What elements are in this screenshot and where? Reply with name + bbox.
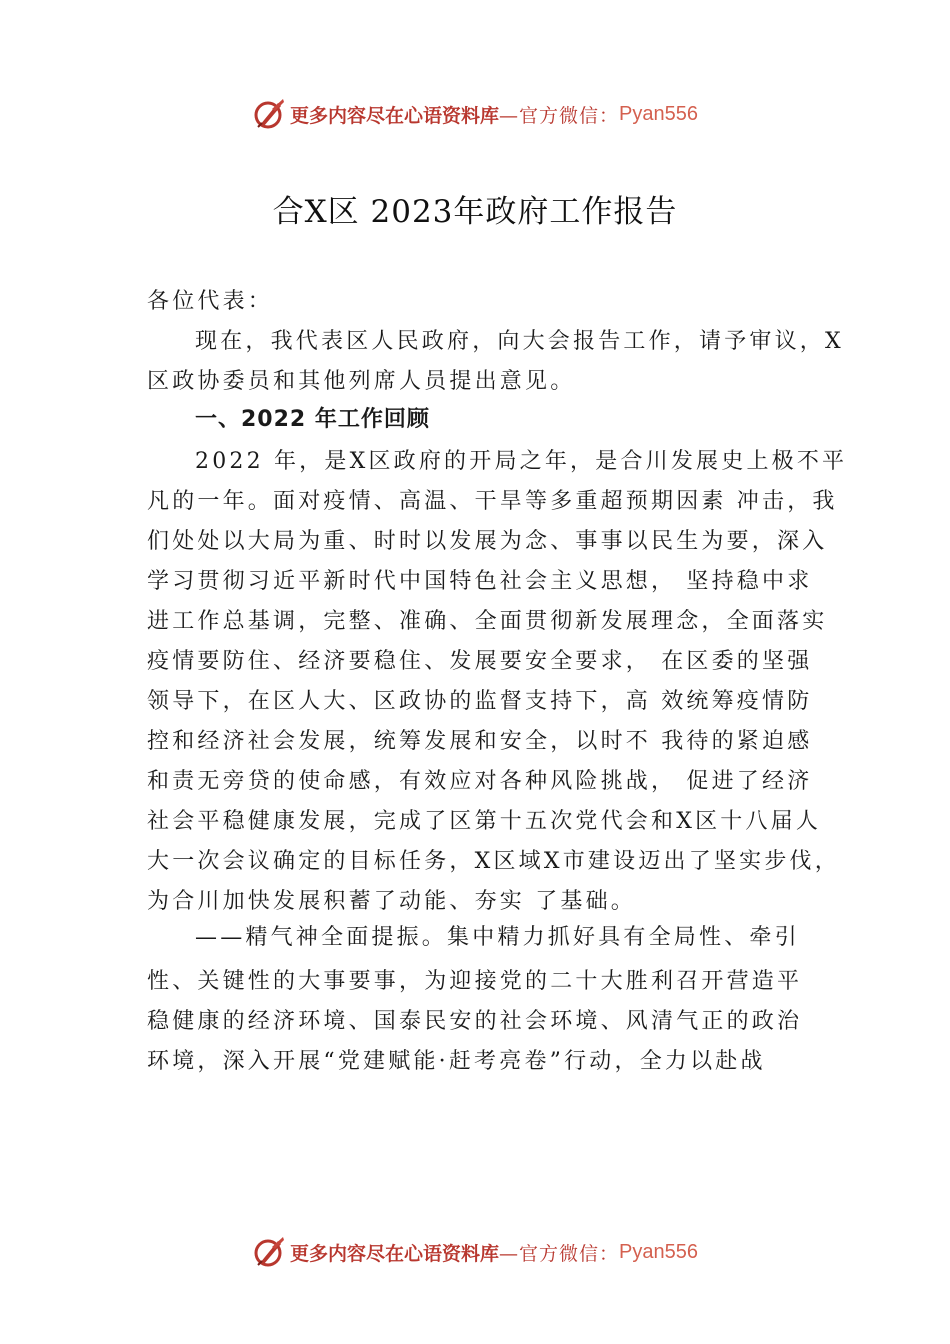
quill-pen-logo-icon [252,97,286,131]
banner-official-text: —官方微信： [499,104,620,127]
paragraph-line: 2022 年，是X区政府的开局之年，是合川发展史上极不平 [195,449,848,474]
banner-brand-text: 更多内容尽在心语资料库 [290,1242,500,1265]
banner-wechat-id: Pyan556 [619,1240,698,1263]
salutation-line: 各位代表： [147,289,274,314]
section-heading: 一、2022 年工作回顾 [195,407,430,432]
section-heading-block [147,400,837,440]
header-banner [0,94,950,134]
footer-banner [0,1232,950,1272]
paragraph-line: ——精气神全面提振。集中精力抓好具有全局性、牵引 [195,925,800,950]
paragraph-line: 性、关键性的大事要事，为迎接党的二十大胜利召开营造平 [147,969,803,994]
paragraph-line: 们处处以大局为重、时时以发展为念、事事以民生为要，深入 [147,529,828,554]
paragraph-line: 疫情要防住、经济要稳住、发展要安全要求， 在区委的坚强 [147,649,813,674]
paragraph-line: 社会平稳健康发展，完成了区第十五次党代会和X区十八届人 [147,809,822,834]
salutation [147,282,837,322]
paragraph-line: 现在，我代表区人民政府，向大会报告工作，请予审议，X [195,329,844,354]
paragraph-line: 凡的一年。面对疫情、高温、干旱等多重超预期因素 冲击，我 [147,489,838,514]
document-title: 合X区 2023年政府工作报告 [272,194,678,230]
paragraph-line: 进工作总基调，完整、准确、全面贯彻新发展理念，全面落实 [147,609,828,634]
body-paragraph [147,442,848,922]
spirit-paragraph [147,918,837,958]
banner-brand-text: 更多内容尽在心语资料库 [290,104,500,127]
paragraph-line: 环境，深入开展“党建赋能·赶考亮卷”行动，全力以赴战 [147,1049,766,1074]
paragraph-line: 领导下，在区人大、区政协的监督支持下，高 效统筹疫情防 [147,689,813,714]
banner-wechat-id: Pyan556 [619,102,698,125]
paragraph-line: 稳健康的经济环境、国泰民安的社会环境、风清气正的政治 [147,1009,803,1034]
paragraph-line: 学习贯彻习近平新时代中国特色社会主义思想， 坚持稳中求 [147,569,813,594]
quill-pen-logo-icon [252,1235,286,1269]
intro-paragraph [147,322,844,402]
banner-official-text: —官方微信： [499,1242,620,1265]
paragraph-line: 控和经济社会发展，统筹发展和安全，以时不 我待的紧迫感 [147,729,813,754]
spirit-paragraph-continued [147,962,837,1082]
paragraph-line: 大一次会议确定的目标任务，X区域X市建设迈出了坚实步伐， [147,849,840,874]
paragraph-line: 为合川加快发展积蓄了动能、夯实 了基础。 [147,889,636,914]
paragraph-line: 区政协委员和其他列席人员提出意见。 [147,369,576,394]
paragraph-line: 和责无旁贷的使命感，有效应对各种风险挑战， 促进了经济 [147,769,813,794]
